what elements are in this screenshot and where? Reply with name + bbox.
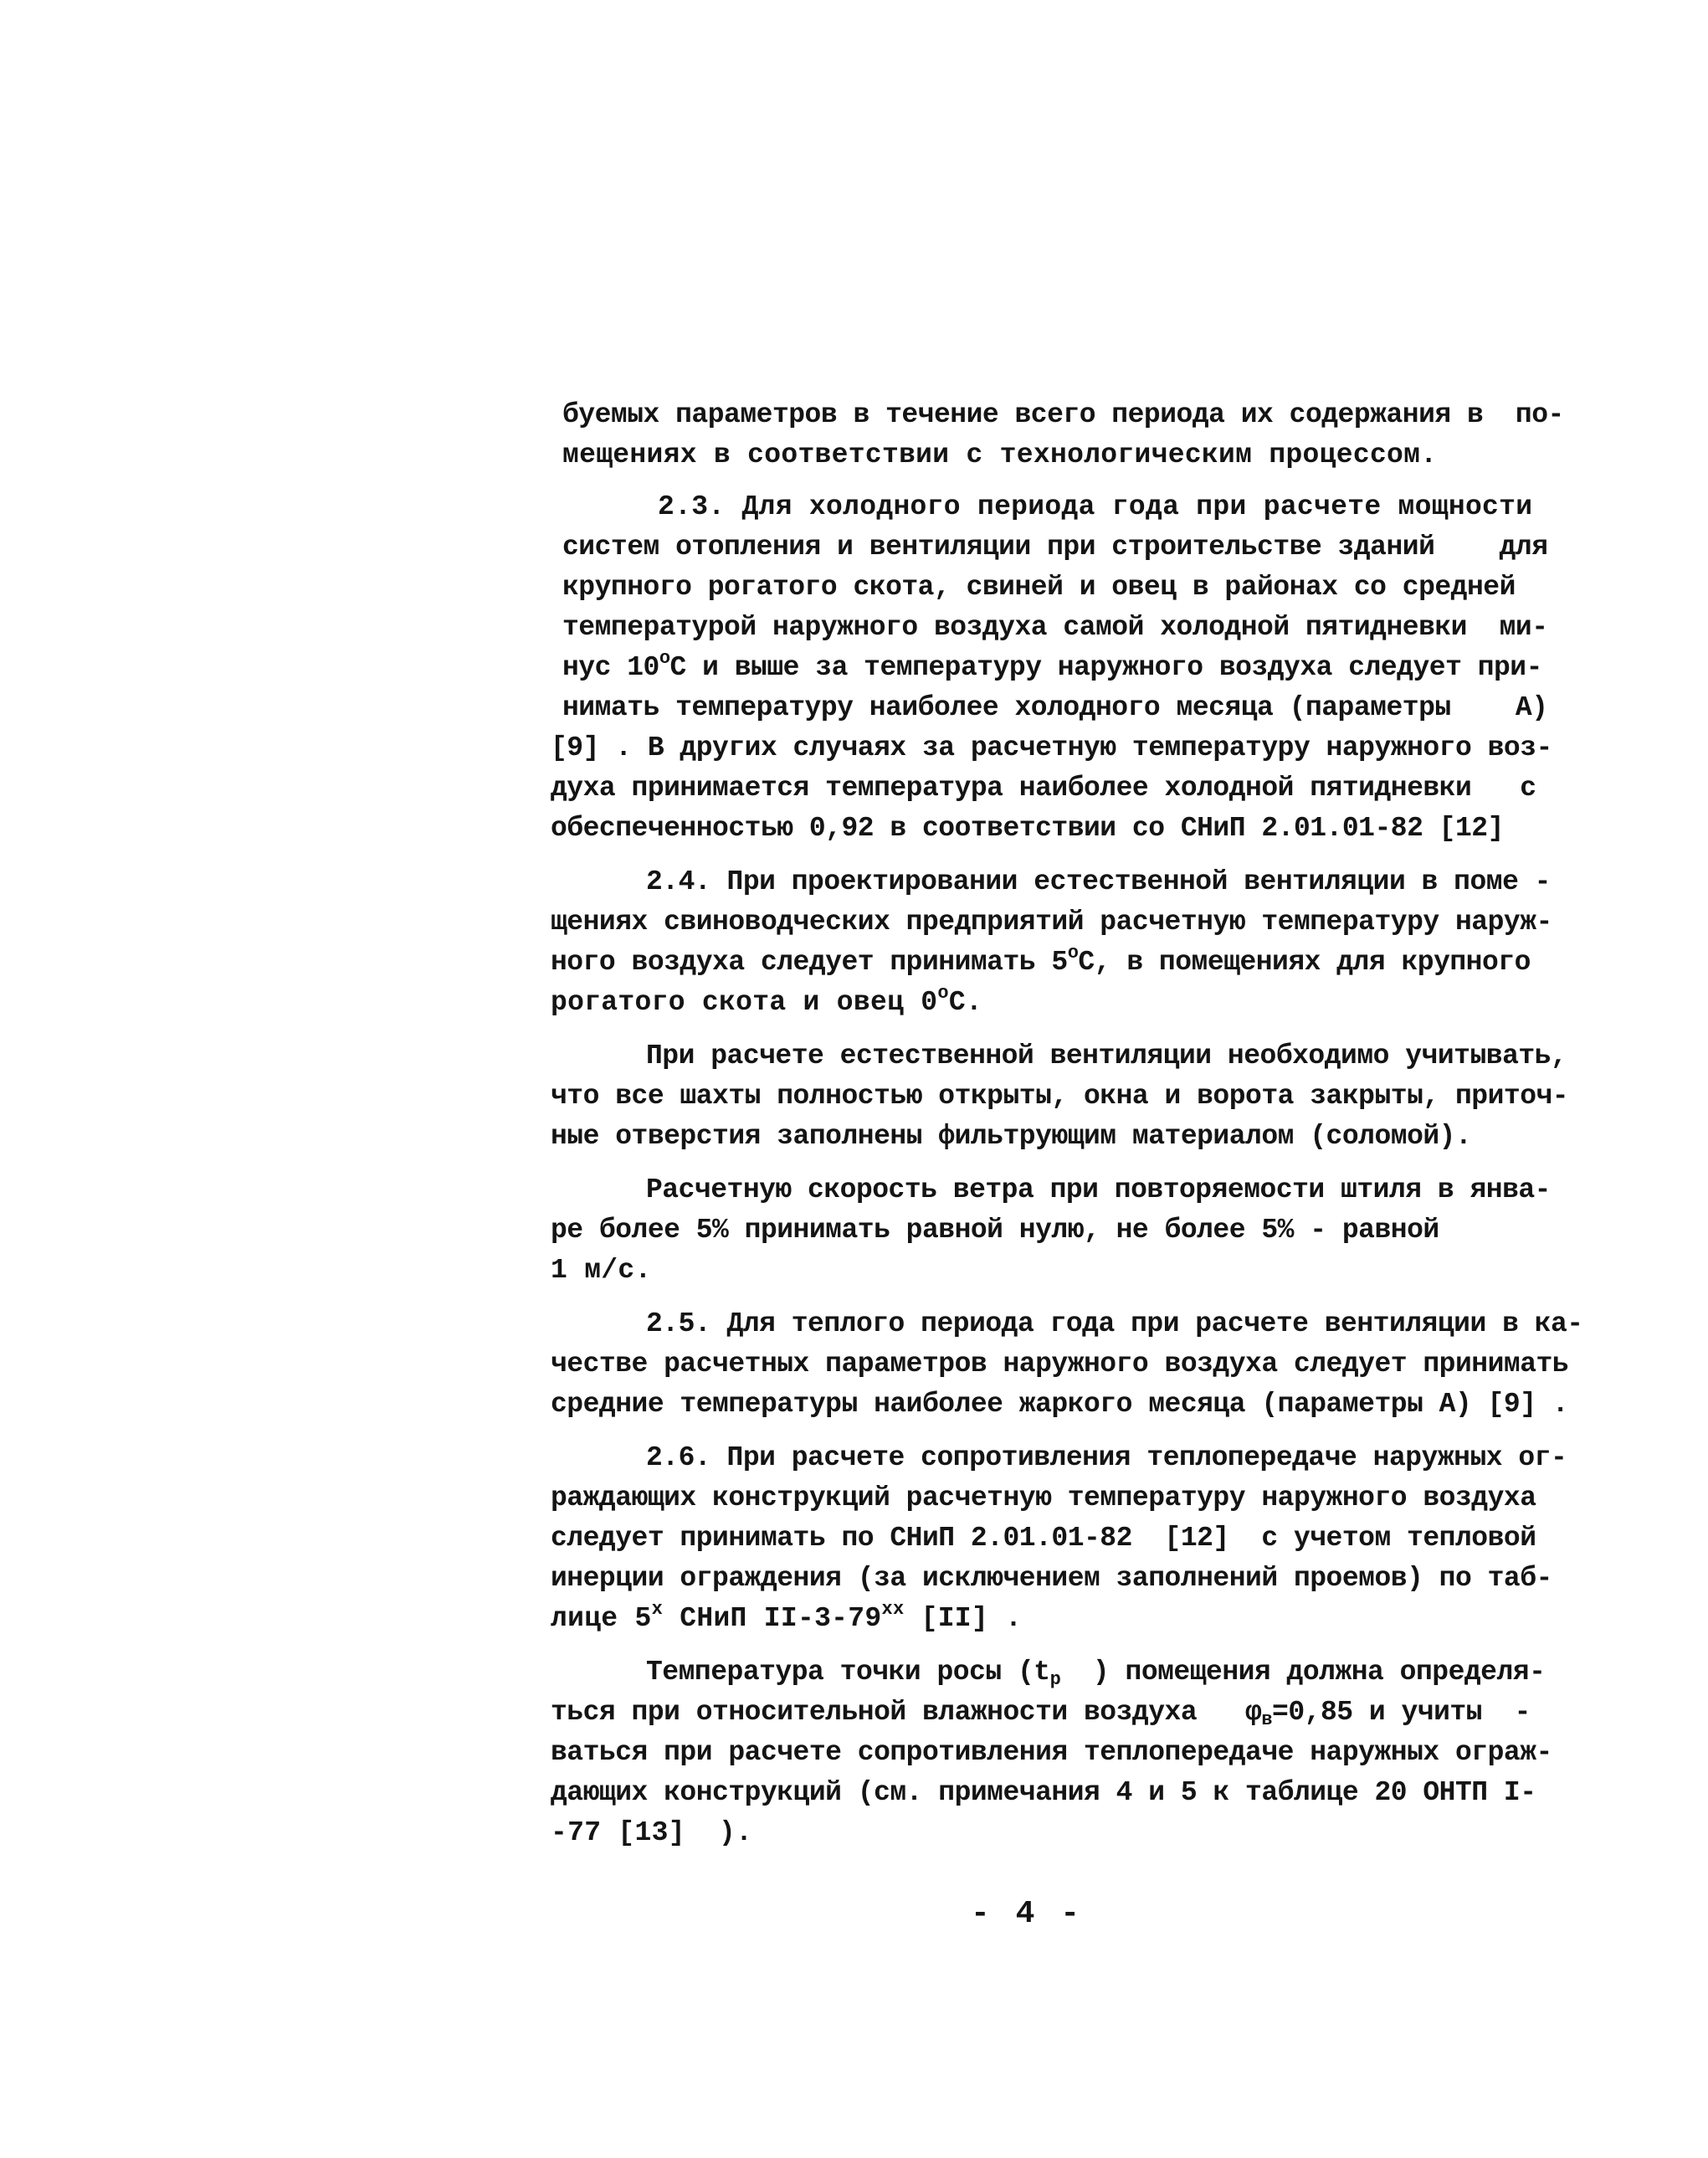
paragraph-start: Расчетную скорость ветра при повторяемости штиля в янва- (646, 1174, 1551, 1205)
paragraph-start: При расчете естественной вентиляции необходимо учитывать, (646, 1040, 1567, 1071)
text-line: духа принимается температура наиболее холодной пятидневки с (551, 773, 1536, 804)
text-line: что все шахты полностью открыты, окна и ворота закрыты, приточ- (551, 1081, 1569, 1112)
text-line: инерции ограждения (за исключением заполнений проемов) по таб- (551, 1563, 1552, 1594)
text-line: буемых параметров в течение всего периода их содержания в по- (562, 399, 1564, 430)
paragraph-2-6-start: 2.6. При расчете сопротивления теплопередаче наружных ог- (646, 1442, 1567, 1473)
text-line: -77 [13] ). (551, 1817, 753, 1848)
text-line: нус $10^оС$ и выше за температуру наружного воздуха следует при- (562, 648, 1542, 683)
text-line: рогатого скота и овец $0^оС$. (551, 983, 983, 1018)
text-line: дающих конструкций (см. примечания 4 и 5 к таблице 20 ОНТП I- (551, 1777, 1536, 1808)
text-line: честве расчетных параметров наружного воздуха следует принимать (551, 1349, 1569, 1380)
text-line: обеспеченностью 0,92 в соответствии со СНиП 2.01.01-82 [12] (551, 813, 1504, 844)
paragraph-2-3-start: 2.3. Для холодного периода года при расчете мощности (658, 491, 1533, 522)
text-line: мещениях в соответствии с технологическим процессом. (562, 439, 1438, 470)
text-line: ться при относительной влажности воздуха $\varphi_в=0,85$ и учиты - (551, 1697, 1531, 1730)
paragraph-start: Температура точки росы ($t_р$ ) помещения должна определя- (646, 1657, 1546, 1690)
text-line: лице 5$^x$ СНиП II-3-79$^{xx}$ [II] . (551, 1599, 1023, 1634)
page-number: - 4 - (971, 1896, 1084, 1932)
text-line: раждающих конструкций расчетную температуру наружного воздуха (551, 1482, 1536, 1513)
text-line: щениях свиноводческих предприятий расчетную температуру наруж- (551, 907, 1552, 938)
text-line: систем отопления и вентиляции при строительстве зданий для (562, 532, 1548, 563)
paragraph-2-4-start: 2.4. При проектировании естественной вентиляции в поме - (646, 866, 1551, 897)
text-line: крупного рогатого скота, свиней и овец в районах со средней (562, 572, 1516, 603)
text-line: ваться при расчете сопротивления теплопередаче наружных ограж- (551, 1737, 1552, 1768)
paragraph-2-5-start: 2.5. Для теплого периода года при расчете вентиляции в ка- (646, 1308, 1583, 1339)
text-line: средние температуры наиболее жаркого месяца (параметры А) [9] . (551, 1389, 1569, 1420)
text-line: ре более 5% принимать равной нулю, не более 5% - равной (551, 1215, 1439, 1246)
text-line: [9] . В других случаях за расчетную температуру наружного воз- (551, 732, 1552, 763)
text-line: ные отверстия заполнены фильтрующим материалом (соломой). (551, 1121, 1472, 1152)
text-line: следует принимать по СНиП 2.01.01-82 [12] с учетом тепловой (551, 1523, 1536, 1554)
text-line: ного воздуха следует принимать $5^оС$, в помещениях для крупного (551, 943, 1531, 978)
text-line: 1 м/с. (551, 1255, 652, 1286)
text-line: температурой наружного воздуха самой холодной пятидневки ми- (562, 612, 1548, 643)
text-line: нимать температуру наиболее холодного месяца (параметры А) (562, 692, 1548, 723)
